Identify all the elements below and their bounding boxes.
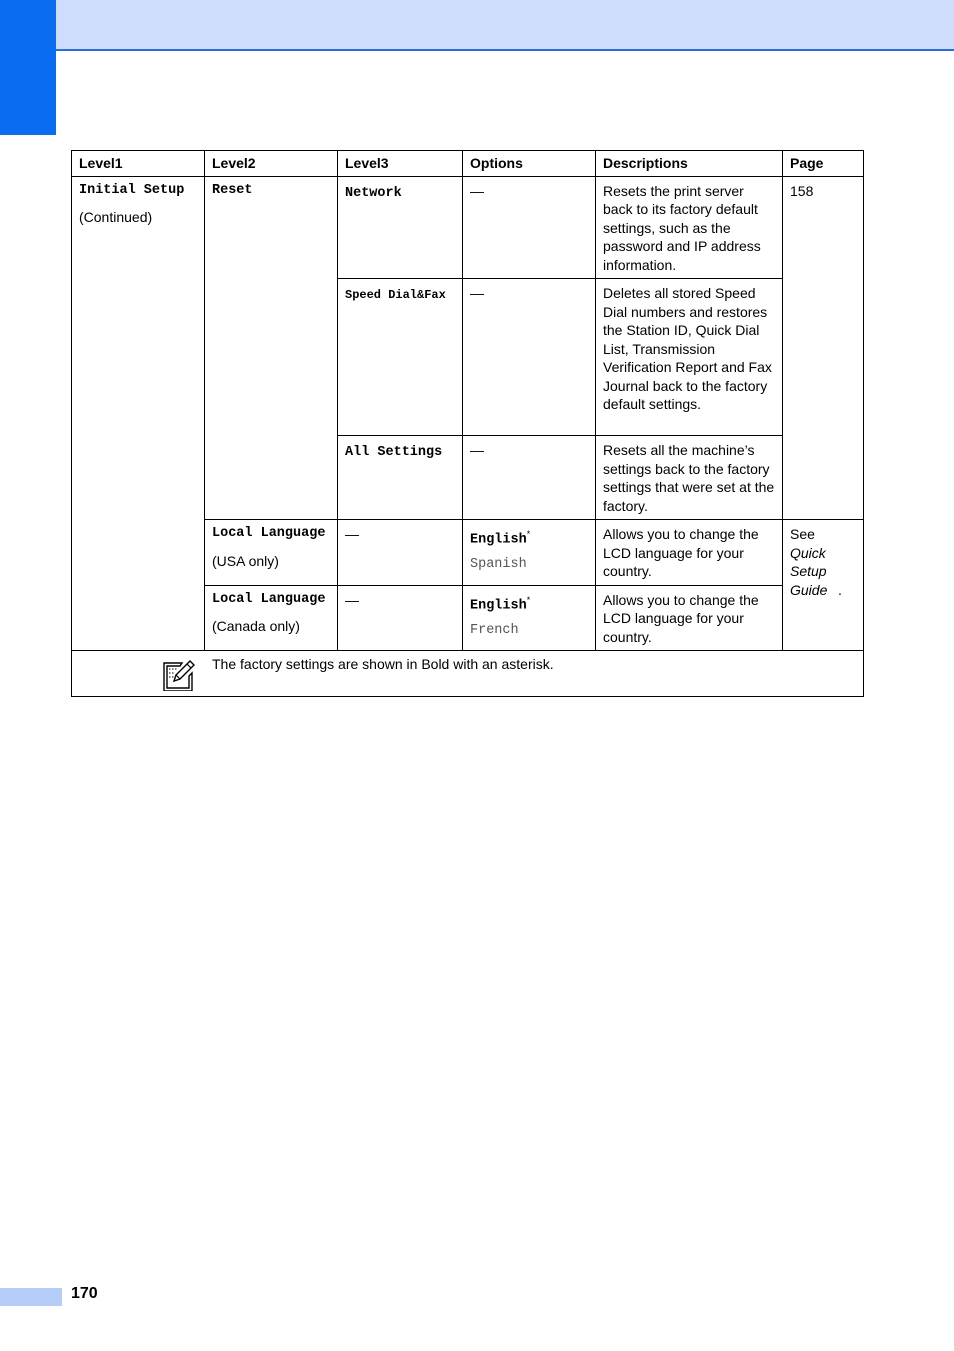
local-language-canada-label: Local Language	[212, 591, 326, 607]
option-spanish: Spanish	[470, 557, 527, 573]
chapter-tab	[0, 0, 56, 135]
level1-name: Initial Setup	[79, 182, 185, 198]
options-all-settings: —	[463, 436, 596, 520]
note-pencil-icon	[162, 657, 196, 691]
options-local-language-usa: English* Spanish	[463, 520, 596, 586]
level3-local-language-canada: —	[338, 585, 463, 651]
menu-settings-table	[71, 150, 864, 697]
footer-band	[0, 1288, 62, 1306]
description-network: Resets the print server back to its factory default settings, such as the password and IP address information.	[596, 176, 783, 279]
description-all-settings: Resets all the machine’s settings back to the factory settings that were set at the factory.	[596, 436, 783, 520]
option-english-default: English	[470, 598, 527, 614]
table-header-row	[72, 151, 864, 177]
reset-label: Reset	[212, 182, 253, 198]
description-local-language-canada: Allows you to change the LCD language for your country.	[596, 585, 783, 651]
description-local-language-usa: Allows you to change the LCD language for your country.	[596, 520, 783, 586]
header-level3: Level3	[338, 151, 463, 177]
header-options: Options	[463, 151, 596, 177]
table-row	[72, 176, 864, 279]
local-language-usa-note: (USA only)	[212, 552, 279, 569]
level3-speed-dial-fax: Speed Dial&Fax	[338, 279, 463, 436]
quick-setup-guide-ref: Quick Setup Guide	[790, 544, 828, 598]
local-language-usa-cell	[205, 520, 338, 586]
option-english-default: English	[470, 532, 527, 548]
level1-note: (Continued)	[79, 209, 153, 225]
level3-local-language-usa: —	[338, 520, 463, 586]
local-language-usa-label: Local Language	[212, 526, 326, 541]
options-speed-dial-fax: —	[463, 279, 596, 436]
reset-cell	[205, 176, 338, 520]
level1-cell	[72, 176, 205, 651]
note-cell	[72, 651, 864, 697]
page-reset: 158	[783, 176, 864, 520]
level3-all-settings: All Settings	[338, 436, 463, 520]
header-level1: Level1	[72, 151, 205, 177]
local-language-canada-note: (Canada only)	[212, 618, 300, 634]
header-page: Page	[783, 151, 864, 177]
options-network: —	[463, 176, 596, 279]
option-french: French	[470, 622, 519, 638]
header-level2: Level2	[205, 151, 338, 177]
page-number: 170	[71, 1285, 98, 1302]
header-band	[56, 0, 954, 51]
header-descriptions: Descriptions	[596, 151, 783, 177]
note-text: The factory settings are shown in Bold with an asterisk.	[212, 656, 554, 672]
description-speed-dial-fax: Deletes all stored Speed Dial numbers and restores the Station ID, Quick Dial List, Transmission Verification Report and Fax Journal back to the factory default settings.	[596, 279, 783, 436]
options-local-language-canada: English* French	[463, 585, 596, 651]
page-local-language: See Quick Setup Guide .	[783, 520, 864, 651]
level3-network: Network	[338, 176, 463, 279]
local-language-canada-cell	[205, 585, 338, 651]
note-row	[72, 651, 864, 697]
